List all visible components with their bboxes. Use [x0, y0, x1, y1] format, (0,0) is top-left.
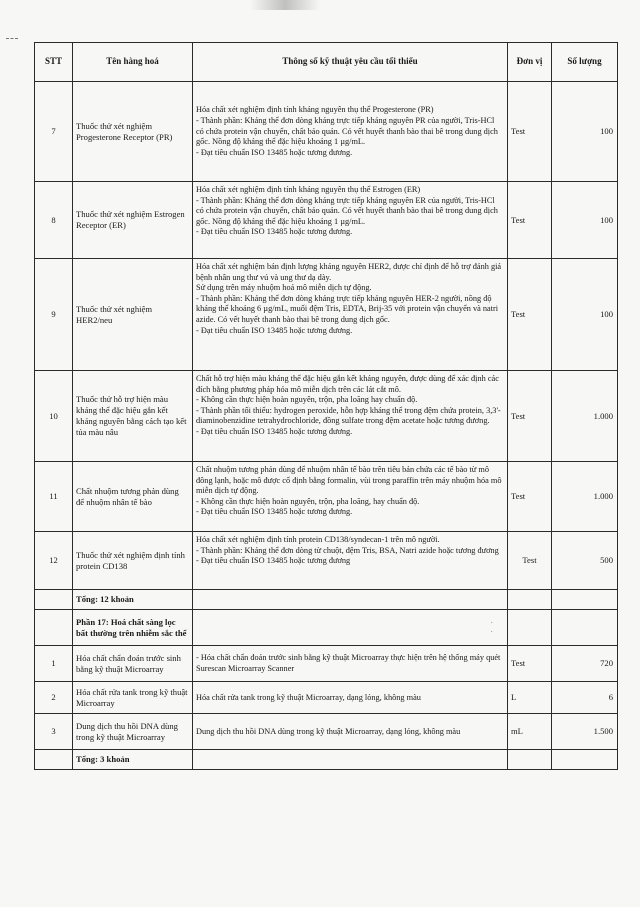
- empty-cell: [508, 750, 552, 770]
- scan-mark: [6, 38, 18, 41]
- procurement-table: [34, 42, 618, 770]
- row-name: Hóa chất rửa tank trong kỹ thuật Microarray: [73, 682, 193, 714]
- empty-cell: [193, 590, 508, 610]
- spec-line: - Không cần thực hiện hoàn nguyên, trộn, pha loãng, hay chuẩn độ.: [196, 496, 420, 506]
- row-stt: 11: [35, 462, 73, 532]
- row-unit: Test: [508, 259, 552, 371]
- row-qty: 720: [552, 646, 618, 682]
- empty-cell: [35, 750, 73, 770]
- row-spec: [193, 462, 508, 532]
- row-unit: Test: [508, 532, 552, 590]
- spec-line: - Đạt tiêu chuẩn ISO 13485 hoặc tương đương.: [196, 507, 353, 517]
- spec-line: Chất nhuộm tương phản dùng để nhuộm nhân tế bào trên tiêu bản chứa các tế bào từ mô đông lạnh, hoặc mô được cố định bằng formalin, vùi trong paraffin trên máy nhuộm hóa mô miễn dịch tự động.: [196, 465, 502, 496]
- row-qty: 100: [552, 182, 618, 259]
- row-stt: 9: [35, 259, 73, 371]
- section-title: Phần 17: Hoá chất sàng lọc bất thường trên nhiễm sắc thể: [73, 610, 193, 646]
- row-spec: [193, 82, 508, 182]
- spec-line: Chất hỗ trợ hiện màu kháng thể đặc hiệu gắn kết kháng nguyên, được dùng để xác định các đích bằng phương pháp hóa mô miễn dịch trên các lát cắt mô.: [196, 374, 499, 394]
- spec-line: - Thành phần tối thiểu: hydrogen peroxide, hỗn hợp kháng thể trong đệm chứa protein, 3,3'-diaminobenzidine tetrahydrochloride, đồng sulfate trong đệm acetate hoặc tương đương.: [196, 405, 501, 426]
- empty-cell: [35, 610, 73, 646]
- empty-cell: [193, 750, 508, 770]
- row-qty: 6: [552, 682, 618, 714]
- row-stt: 7: [35, 82, 73, 182]
- row-qty: 1.500: [552, 714, 618, 750]
- table-row: [35, 182, 618, 259]
- spec-line: - Thành phần: Kháng thể đơn dòng từ chuột, đệm Tris, BSA, Natri azide hoặc tương đương: [196, 545, 499, 555]
- row-unit: Test: [508, 462, 552, 532]
- header-row: [35, 43, 618, 82]
- row-unit: L: [508, 682, 552, 714]
- row-spec: - Hóa chất chẩn đoán trước sinh bằng kỹ thuật Microarray thực hiện trên hệ thống máy quét Surescan Microarray Scanner: [193, 646, 508, 682]
- spec-line: - Đạt tiêu chuẩn ISO 13485 hoặc tương đương.: [196, 427, 353, 437]
- section-row: [35, 610, 618, 646]
- spec-line: Hóa chất xét nghiệm bán định lượng kháng nguyên HER2, được chỉ định để hỗ trợ đánh giá bệnh nhân ung thư vú và ung thư dạ dày.: [196, 262, 502, 282]
- row-name: Thuốc thử xét nghiệm định tính protein CD138: [73, 532, 193, 590]
- spec-line: - Không cần thực hiện hoàn nguyên, trộn, pha loãng hay chuẩn độ.: [196, 395, 418, 405]
- table-row: [35, 462, 618, 532]
- table-row: [35, 259, 618, 371]
- row-stt: 2: [35, 682, 73, 714]
- spec-line: Hóa chất xét nghiệm định tính kháng nguyên thụ thể Progesterone (PR): [196, 105, 434, 115]
- row-spec: Dung dịch thu hồi DNA dùng trong kỹ thuật Microarray, dạng lỏng, không màu: [193, 714, 508, 750]
- spec-line: - Đạt tiêu chuẩn ISO 13485 hoặc tương đương.: [196, 325, 353, 335]
- empty-cell: [552, 750, 618, 770]
- empty-cell: [508, 610, 552, 646]
- row-unit: mL: [508, 714, 552, 750]
- row-name: Chất nhuộm tương phản dùng để nhuộm nhân tế bào: [73, 462, 193, 532]
- empty-cell: [552, 610, 618, 646]
- row-spec: [193, 532, 508, 590]
- scan-smudge: [250, 0, 320, 10]
- header-spec: Thông số kỹ thuật yêu cầu tối thiểu: [193, 43, 508, 82]
- subtotal-row: [35, 750, 618, 770]
- spec-line: Hóa chất xét nghiệm định tính protein CD138/syndecan-1 trên mô người.: [196, 535, 440, 544]
- table-row: [35, 714, 618, 750]
- row-name: Thuốc thử xét nghiệm Estrogen Receptor (ER): [73, 182, 193, 259]
- subtotal-row: [35, 590, 618, 610]
- table-row: [35, 82, 618, 182]
- row-stt: 12: [35, 532, 73, 590]
- empty-cell: [35, 590, 73, 610]
- row-stt: 1: [35, 646, 73, 682]
- scan-dots: [193, 610, 508, 646]
- row-name: Thuốc thử xét nghiệm HER2/neu: [73, 259, 193, 371]
- row-unit: Test: [508, 646, 552, 682]
- scan-dot-mark: · ·: [490, 618, 493, 636]
- subtotal-label: Tổng: 3 khoản: [73, 750, 193, 770]
- header-name: Tên hàng hoá: [73, 43, 193, 82]
- row-stt: 3: [35, 714, 73, 750]
- header-qty: Số lượng: [552, 43, 618, 82]
- row-stt: 8: [35, 182, 73, 259]
- empty-cell: [552, 590, 618, 610]
- row-unit: Test: [508, 371, 552, 462]
- row-stt: 10: [35, 371, 73, 462]
- row-name: Dung dịch thu hồi DNA dùng trong kỹ thuật Microarray: [73, 714, 193, 750]
- row-qty: 1.000: [552, 371, 618, 462]
- row-spec: [193, 259, 508, 371]
- spec-line: - Thành phần: Kháng thể đơn dòng kháng trực tiếp kháng nguyên PR của người, Tris-HCl có chứa protein vận chuyển, chất bảo quản. Có vết huyết thanh bào thai bê trong dung dịch gốc. Nồng độ kháng thể đặc hiệu khoảng 1 µg/mL.: [196, 116, 498, 147]
- row-spec: Hóa chất rửa tank trong kỹ thuật Microarray, dạng lỏng, không màu: [193, 682, 508, 714]
- row-qty: 1.000: [552, 462, 618, 532]
- spec-line: - Đạt tiêu chuẩn ISO 13485 hoặc tương đương: [196, 556, 351, 566]
- spec-line: - Đạt tiêu chuẩn ISO 13485 hoặc tương đương.: [196, 227, 353, 237]
- table-row: [35, 646, 618, 682]
- subtotal-label: Tổng: 12 khoản: [73, 590, 193, 610]
- header-stt: STT: [35, 43, 73, 82]
- row-name: Hóa chất chẩn đoán trước sinh bằng kỹ thuật Microarray: [73, 646, 193, 682]
- row-qty: 100: [552, 82, 618, 182]
- table-row: [35, 532, 618, 590]
- row-spec: [193, 182, 508, 259]
- row-spec: [193, 371, 508, 462]
- row-unit: Test: [508, 182, 552, 259]
- spec-line: Hóa chất xét nghiệm định tính kháng nguyên thụ thể Estrogen (ER): [196, 185, 421, 194]
- table-row: [35, 682, 618, 714]
- row-name: Thuốc thử hỗ trợ hiện màu kháng thể đặc hiệu gắn kết kháng nguyên bằng cách tạo kết tủa màu nâu: [73, 371, 193, 462]
- row-unit: Test: [508, 82, 552, 182]
- row-qty: 100: [552, 259, 618, 371]
- header-unit: Đơn vị: [508, 43, 552, 82]
- row-name: Thuốc thử xét nghiệm Progesterone Receptor (PR): [73, 82, 193, 182]
- row-qty: 500: [552, 532, 618, 590]
- spec-line: Sử dụng trên máy nhuộm hoá mô miễn dịch tự động.: [196, 283, 372, 293]
- spec-line: - Đạt tiêu chuẩn ISO 13485 hoặc tương đương.: [196, 147, 353, 157]
- table-row: [35, 371, 618, 462]
- spec-line: - Thành phần: Kháng thể đơn dòng kháng trực tiếp kháng nguyên ER của người, Tris-HCl có chứa protein vận chuyển, chất bảo quản. Có vết huyết thanh bào thai bê trong dung dịch gốc. Nồng độ kháng thể đặc hiệu khoảng 1 µg/mL.: [196, 195, 498, 226]
- empty-cell: [508, 590, 552, 610]
- spec-line: - Thành phần: Kháng thể đơn dòng kháng trực tiếp kháng nguyên HER-2 người, nồng độ kháng thể khoảng 6 µg/mL, muối đệm Tris, EDTA, Brij-35 với protein vận chuyển và natri azide. Có vết huyết thanh bào thai bê trong dung dịch gốc.: [196, 293, 499, 325]
